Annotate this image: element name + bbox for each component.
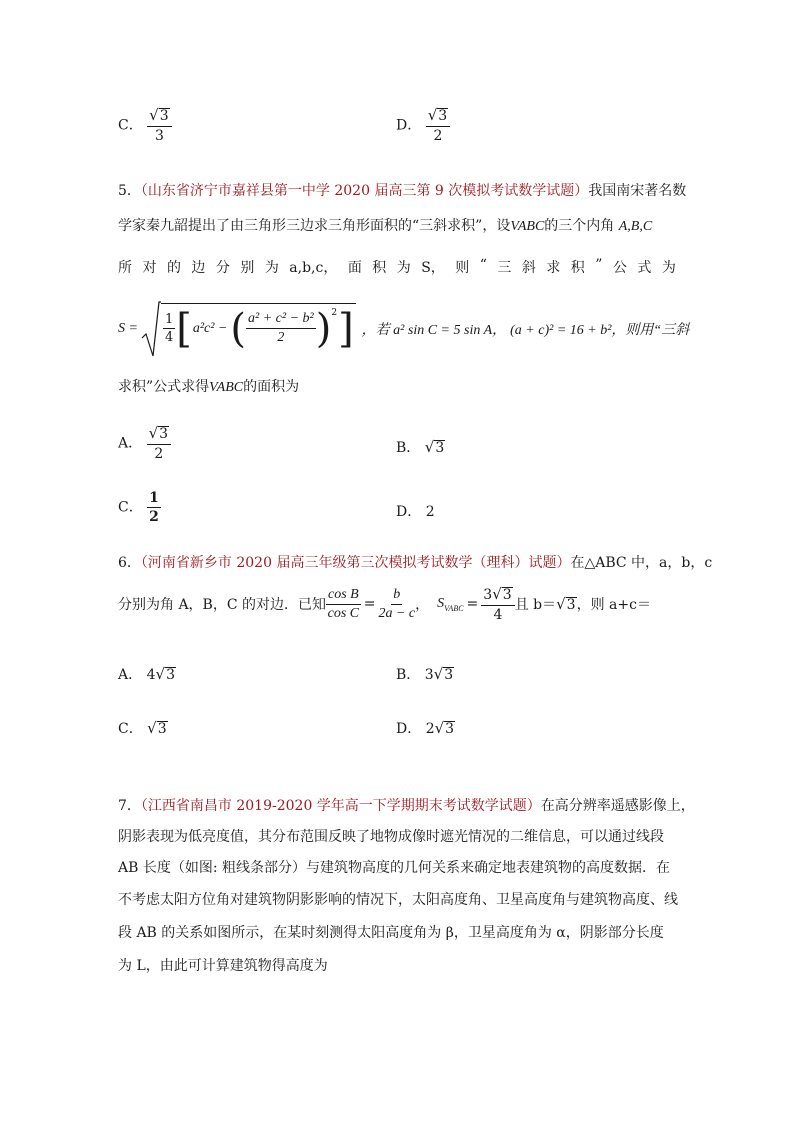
area-subscript: VABC (444, 603, 464, 613)
equals: = (363, 596, 376, 613)
sqrt: √ 3 (434, 719, 455, 737)
question-number: 5． (118, 183, 141, 199)
radicand: 3 (157, 721, 167, 737)
q6-option-c[interactable] (118, 718, 168, 738)
question-text: 求积”公式求得 (118, 379, 210, 395)
separator: ， (415, 597, 430, 614)
q5-line-3 (118, 257, 676, 277)
option-value: 2 (425, 504, 435, 520)
line-word: a,b,c， (289, 260, 338, 276)
radicand: 3 (159, 426, 169, 442)
question-text: 学家秦九韶提出了由三角形三边求三角形面积的“三斜求积”，设 (118, 218, 511, 234)
q4-option-d[interactable] (396, 108, 450, 143)
line-word: 别 (240, 260, 255, 276)
triangle-symbol: VABC (209, 380, 244, 395)
q5-formula-line (118, 300, 689, 358)
option-label: A． (118, 435, 143, 452)
question-number: 7． (118, 798, 141, 814)
line-word: 三 (497, 260, 512, 276)
line-word: ” (595, 257, 603, 273)
denominator: 3 (154, 127, 164, 144)
radicand: 3 (159, 108, 169, 124)
denominator: 2 (149, 509, 159, 525)
option-label: B． (396, 667, 421, 683)
inner-fraction (246, 312, 316, 345)
radicand: 3 (438, 108, 448, 124)
right-bracket: ] (338, 305, 354, 352)
option-label: D． (396, 721, 422, 737)
line-word: 积 (570, 260, 585, 276)
area-letter: S (437, 595, 445, 611)
question-text: 的面积为 (243, 379, 300, 395)
line-word: 边 (191, 260, 206, 276)
coefficient: 2 (425, 721, 435, 737)
numerator: 1 (149, 490, 159, 506)
radicand: 3 (502, 587, 512, 603)
denominator: 2 (277, 330, 285, 345)
question-text: 我国南宋著名数 (588, 183, 687, 199)
sqrt: √ 3 (147, 719, 167, 737)
q5-option-c[interactable] (118, 491, 161, 524)
fraction (147, 491, 161, 524)
exponent: 2 (331, 307, 338, 318)
q7-line-2: 阴影表现为低亮度值，其分布范围反映了地物成像时遮光情况的二维信息，可以通过线段 (118, 829, 664, 845)
triangle-symbol: VABC (510, 219, 545, 234)
radicand: 3 (445, 721, 455, 737)
option-label: B． (396, 440, 421, 456)
question-number: 6． (118, 555, 141, 571)
option-label: D． (396, 504, 422, 520)
line-word: 所 (118, 260, 132, 276)
q5-line-2 (118, 215, 652, 235)
radicand: 3 (435, 440, 445, 456)
question-source: （江西省南昌市 2019-2020 学年高一下学期期末考试数学试题） (140, 798, 541, 814)
area-symbol (437, 596, 463, 613)
option-label: C． (118, 117, 143, 134)
line-word: 积 (372, 260, 387, 276)
q6-line-1 (118, 552, 712, 572)
numerator: a² + c² − b² (246, 312, 316, 329)
option-label: C． (118, 499, 143, 516)
radicand-group (161, 303, 356, 352)
big-radical-icon (141, 300, 161, 358)
coefficient: 3 (483, 587, 493, 603)
line-word: 斜 (521, 260, 536, 276)
line-word: 对 (142, 260, 157, 276)
line-word: 式 (637, 260, 652, 276)
area-symbol: S = (118, 321, 138, 336)
line-word: “ (479, 257, 487, 273)
question-source: （河南省新乡市 2020 届高三年级第三次模拟考试数学（理科）试题） (140, 555, 571, 571)
q6-line-2 (118, 587, 651, 622)
fraction: √ 3 2 (147, 426, 171, 461)
question-source: （山东省济宁市嘉祥县第一中学 2020 届高三第 9 次模拟考试数学试题） (140, 183, 589, 199)
condition-2: (a + c)² = 16 + b²，则用“三斜 (510, 323, 690, 338)
line-word: 面 (347, 260, 362, 276)
line-word: 则 (455, 260, 470, 276)
line-word: 为 (264, 260, 279, 276)
q5-option-b[interactable] (396, 437, 445, 457)
denominator: 4 (493, 606, 503, 623)
q6-option-d[interactable] (396, 718, 455, 738)
line-word: 为 (661, 260, 676, 276)
denominator: cos C (327, 605, 360, 621)
quarter-fraction (163, 313, 175, 344)
option-label: C． (118, 721, 143, 737)
line-word: 为 (396, 260, 411, 276)
question-text: 的三个内角 (544, 218, 615, 234)
q7-line-4: 不考虑太阳方位角对建筑物阴影影响的情况下，太阳高度角、卫星高度角与建筑物高度、线 (118, 892, 678, 908)
q7-line-6: 为 L，由此可计算建筑物得高度为 (118, 958, 328, 974)
radicand: 3 (566, 596, 576, 613)
line-word: 分 (215, 260, 230, 276)
radicand: 3 (166, 667, 175, 683)
numerator: b (391, 588, 402, 605)
q7-line-5: 段 AB 的关系如图所示，在某时刻测得太阳高度角为 β，卫星高度角为 α，阴影部分长度 (118, 925, 664, 941)
q7-line-3: AB 长度（如图: 粗线条部分）与建筑物高度的几何关系来确定地表建筑物的高度数据．在 (118, 860, 671, 876)
line-word: 公 (612, 260, 627, 276)
right-paren: ) (315, 305, 332, 352)
left-bracket: [ (176, 305, 192, 352)
question-text: 在△ABC 中，a，b，c (570, 555, 713, 571)
radicand: 3 (444, 667, 454, 683)
line-word: 的 (166, 260, 181, 276)
line-word: S， (421, 260, 445, 276)
fraction: √ 3 3 (147, 108, 171, 143)
question-text: 在高分辨率遥感影像上， (540, 798, 695, 814)
denominator: 2 (154, 445, 164, 462)
left-paren: ( (230, 305, 247, 352)
q4-option-c[interactable] (118, 108, 172, 143)
q6-option-a[interactable] (118, 664, 176, 684)
numerator: 1 (164, 312, 174, 327)
q5-line-5 (118, 376, 299, 396)
numerator: cos B (326, 588, 361, 605)
denominator: 2 (433, 127, 443, 144)
coefficient: 4 (146, 667, 156, 683)
angles: A,B,C (618, 219, 653, 234)
question-text: 分别为角 A，B，C 的对边．已知 (118, 597, 327, 614)
q6-option-b[interactable] (396, 664, 454, 684)
option-label: D． (396, 117, 422, 134)
question-text: ，则 a+c＝ (576, 597, 651, 614)
sqrt: √ 3 (424, 438, 445, 456)
sqrt: √ 3 (433, 665, 454, 683)
condition-1: ，若 a² sin C = 5 sin A， (361, 323, 507, 338)
denominator: 4 (164, 330, 174, 345)
coefficient: 3 (424, 667, 434, 683)
cos-fraction (326, 588, 361, 621)
fraction: √ 3 2 (426, 108, 450, 143)
area-fraction: 3 √ 3 4 (481, 587, 514, 622)
q7-line-1 (118, 795, 695, 815)
b-fraction (378, 588, 415, 621)
equals: = (466, 596, 479, 613)
sqrt: √ 3 (556, 594, 576, 613)
q5-option-d[interactable] (396, 501, 435, 521)
denominator: 2a − c (378, 605, 416, 621)
a2c2-term: a²c² − (192, 320, 228, 336)
sqrt: √ 3 (155, 665, 175, 683)
q5-option-a[interactable] (118, 426, 171, 461)
question-text: 且 b＝ (514, 597, 557, 614)
q5-line-1 (118, 180, 686, 200)
option-label: A． (118, 667, 143, 683)
line-word: 求 (546, 260, 561, 276)
